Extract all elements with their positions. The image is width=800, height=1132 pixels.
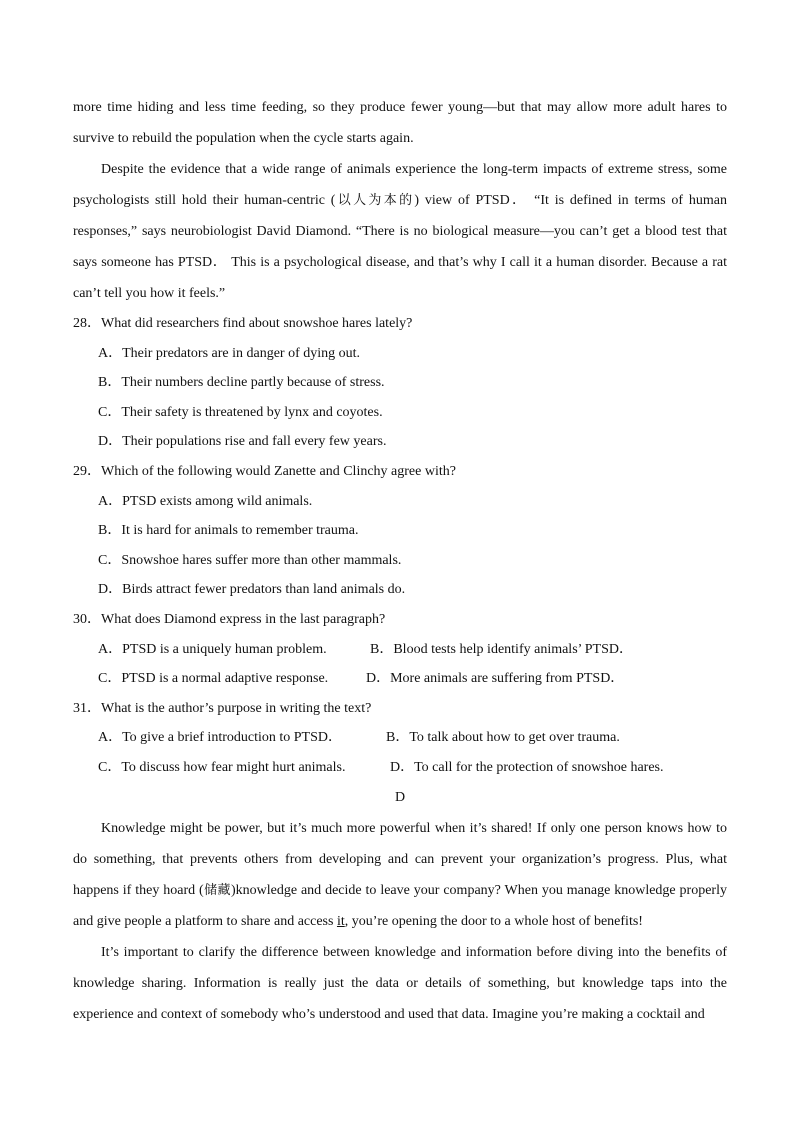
section-d-paragraph-1 [73,813,727,937]
question-28-option-b: B．Their numbers decline partly because of stress. [98,375,385,391]
paragraph-text: Despite the evidence that a wide range of animals experience the long-term impacts of extreme stress, some psychologists still hold their human-centric ( [73,162,727,208]
underlined-word: it [336,913,345,929]
question-28-stem: 28．What did researchers find about snowshoe hares lately? [73,316,413,331]
question-30-option-b: B．Blood tests help identify animals’ PTSD． [370,641,634,657]
section-d-paragraph-2: It’s important to clarify the difference between knowledge and information before diving into the benefits of knowledge sharing. Information is really just the data or details of something, but knowledge taps into the experience and context of somebody who’s understood and used that data. Imagine you’re making a cocktail and [73,944,727,1022]
paragraph-text: , you’re opening the door to a whole host of benefits! [344,913,643,929]
chinese-gloss: 储藏 [203,882,231,898]
question-31-option-d: D．To call for the protection of snowshoe hares. [390,759,664,775]
question-28-option-d: D．Their populations rise and fall every few years. [98,434,387,450]
question-30-stem: 30．What does Diamond express in the last paragraph? [73,611,386,627]
document-page [73,92,727,1030]
section-d-title: D [394,789,406,805]
question-29-option-a: A．PTSD exists among wild animals. [98,493,313,509]
question-29-option-c: C．Snowshoe hares suffer more than other mammals. [98,552,402,568]
passage-c-paragraph-2 [73,154,727,309]
question-28-option-a: A．Their predators are in danger of dying out. [98,345,361,361]
question-29-stem: 29．Which of the following would Zanette and Clinchy agree with? [73,463,456,479]
question-30-option-a: A．PTSD is a uniquely human problem. [98,641,327,657]
question-31-stem: 31．What is the author’s purpose in writing the text? [73,700,372,716]
question-30-option-c: C．PTSD is a normal adaptive response. [98,671,329,687]
question-31-option-a: A．To give a brief introduction to PTSD． [98,730,342,746]
question-31-option-c: C．To discuss how fear might hurt animals. [98,759,346,775]
question-30-option-d: D．More animals are suffering from PTSD． [366,671,625,687]
chinese-gloss: 以人为本的 [335,193,415,208]
passage-c-paragraph-1: more time hiding and less time feeding, so they produce fewer young—but that may allow more adult hares to survive to rebuild the population when the cycle starts again. [73,100,727,146]
question-31-option-b: B．To talk about how to get over trauma. [386,730,620,746]
paragraph-text: ) view of PTSD． “It is defined in terms of human responses,” says neurobiologist David Diamond. “There is no biological measure—you can’t get a blood test that says someone has PTSD． This is a psychological disease, and that’s why I call it a human disorder. Because a rat can’t tell you how it feels.” [73,193,727,301]
question-29-option-d: D．Birds attract fewer predators than land animals do. [98,582,406,598]
paragraph-text: Knowledge might be power, but it’s much more powerful when it’s shared! If only one person knows how to do something, that prevents others from developing and can prevent your organization’s progress. Plus, what happens if they hoard ( [73,820,727,898]
question-31-options-row-1 [98,723,727,753]
question-30-options-row-2 [98,664,727,694]
question-30-options-row-1 [98,635,727,665]
paragraph-text: )knowledge and decide to leave your company? When you manage knowledge properly and give people a platform to share and access [73,882,727,929]
question-29-option-b: B．It is hard for animals to remember trauma. [98,523,359,539]
question-28-option-c: C．Their safety is threatened by lynx and coyotes. [98,404,383,420]
question-31-options-row-2 [98,753,727,783]
